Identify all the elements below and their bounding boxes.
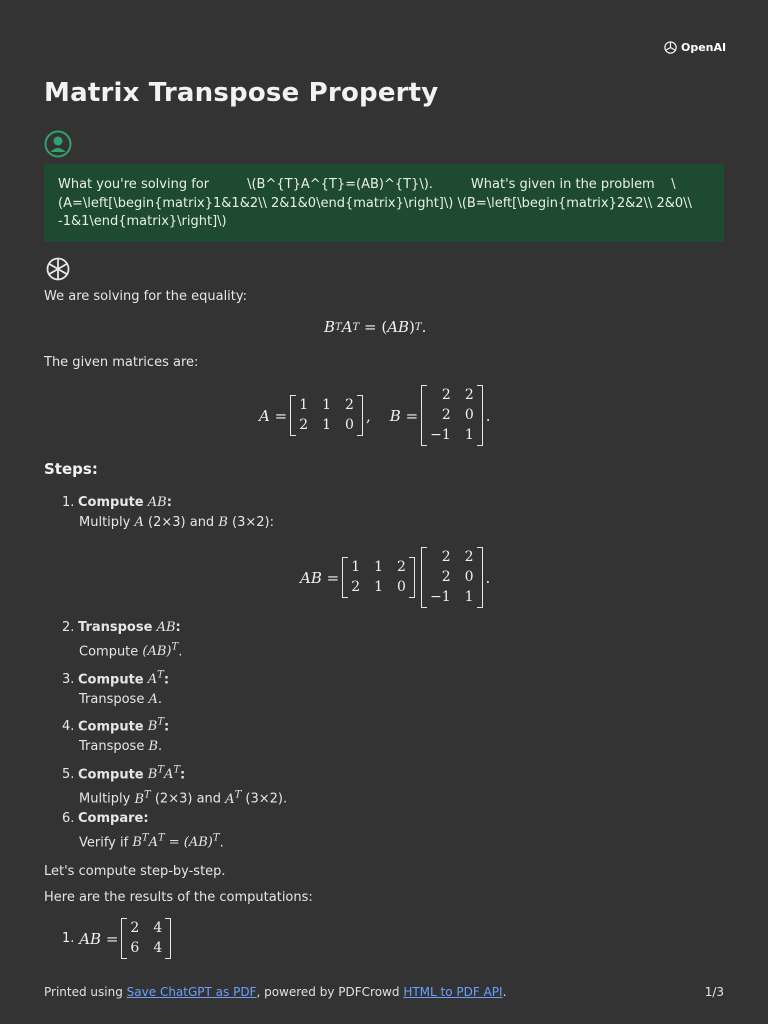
results-intro-text: Here are the results of the computations: <box>44 890 313 905</box>
matrix-b <box>421 385 483 446</box>
prompt-text-5: (A=\left[\begin{matrix}1&1&2\\ 2&1&0\end{matrix}\right]\) \(B=\left[\begin{matrix}2&2\\ 2&0\\ -1&1\end{matrix}\right]\) <box>58 195 692 229</box>
matrix-cell: 1 <box>374 579 384 595</box>
given-matrices: A = 1 1 2 2 1 0 , B = 2 2 2 0 −1 1 . <box>259 385 491 446</box>
result-number: 1. <box>62 931 75 946</box>
intro-text: We are solving for the equality: <box>44 289 248 304</box>
user-prompt <box>44 164 724 242</box>
prompt-text-2: \(B^{T}A^{T}=(AB)^{T}\). <box>247 177 433 192</box>
openai-logo-icon <box>663 40 678 55</box>
matrix-cell: 2 <box>441 569 451 585</box>
page-number: 1/3 <box>704 985 724 999</box>
matrix-cell: 2 <box>397 559 406 575</box>
step-1: 1. Compute AB: Multiply A (2×3) and B (3×2): <box>62 495 274 530</box>
footer <box>44 985 506 999</box>
matrix-cell: 2 <box>441 549 451 565</box>
footer-printed: Printed using <box>44 985 123 999</box>
result-1: 1. AB = 2 4 6 4 <box>62 918 174 959</box>
brand-name: OpenAI <box>681 41 727 54</box>
step-4: 4. Compute $B^T$: Transpose B. <box>62 717 170 755</box>
footer-powered: , powered by PDFCrowd <box>256 985 400 999</box>
chatgpt-avatar-icon <box>44 255 72 283</box>
step-6: 6. Compare: Verify if $B^TA^T = (AB)^T$. <box>62 811 224 851</box>
matrix-cell: 2 <box>464 387 474 403</box>
prompt-text-1: What you're solving for <box>58 177 210 192</box>
matrix-cell: −1 <box>429 589 451 605</box>
save-chatgpt-pdf-link[interactable]: Save ChatGPT as PDF <box>126 985 257 999</box>
matrix-cell: 2 <box>441 387 451 403</box>
prompt-text-4: \ <box>671 177 676 192</box>
step-by-step-text: Let's compute step-by-step. <box>44 864 226 879</box>
matrix-cell: 0 <box>345 417 354 433</box>
footer-end: . <box>502 985 507 999</box>
matrix-ab-result <box>121 918 171 959</box>
matrix-cell: 2 <box>299 417 309 433</box>
page-title: Matrix Transpose Property <box>44 78 439 108</box>
step-5: 5. Compute $B^TA^T$: Multiply $B^T$ (2×3) and $A^T$ (3×2). <box>62 765 288 807</box>
matrix-cell: 1 <box>322 397 332 413</box>
user-avatar-icon <box>44 130 72 158</box>
matrix-cell: 4 <box>153 940 163 956</box>
matrix-cell: 2 <box>441 407 451 423</box>
ab-product-equation: AB = 1 1 2 2 1 0 2 2 2 0 −1 1 . <box>300 547 490 608</box>
matrix-cell: 0 <box>464 407 474 423</box>
matrix-cell: −1 <box>430 427 451 443</box>
step-3: 3. Compute $A^T$: Transpose A. <box>62 670 170 708</box>
step-2: 2. Transpose AB: Compute (AB)$^T$. <box>62 620 183 660</box>
matrix-cell: 6 <box>130 940 140 956</box>
matrix-cell: 2 <box>345 397 354 413</box>
prompt-text-3: What's given in the problem <box>470 177 655 192</box>
matrix-cell: 1 <box>299 397 309 413</box>
matrix-cell: 2 <box>464 549 474 565</box>
matrix-cell: 2 <box>351 579 361 595</box>
matrix-cell: 0 <box>464 569 474 585</box>
openai-brand <box>663 40 726 55</box>
matrix-cell: 1 <box>464 427 474 443</box>
matrix-cell: 0 <box>397 579 406 595</box>
main-equation: B T A T = ( AB ) T . <box>324 318 427 336</box>
matrix-a <box>290 395 363 436</box>
matrix-cell: 1 <box>351 559 361 575</box>
matrix-cell: 1 <box>464 589 474 605</box>
matrix-cell: 1 <box>322 417 332 433</box>
given-text: The given matrices are: <box>44 355 199 370</box>
html-to-pdf-api-link[interactable]: HTML to PDF API <box>403 985 503 999</box>
matrix-a-repeat <box>342 557 415 598</box>
matrix-b-repeat <box>421 547 483 608</box>
steps-heading: Steps: <box>44 460 98 478</box>
matrix-cell: 4 <box>153 920 163 936</box>
matrix-cell: 1 <box>374 559 384 575</box>
matrix-cell: 2 <box>130 920 140 936</box>
